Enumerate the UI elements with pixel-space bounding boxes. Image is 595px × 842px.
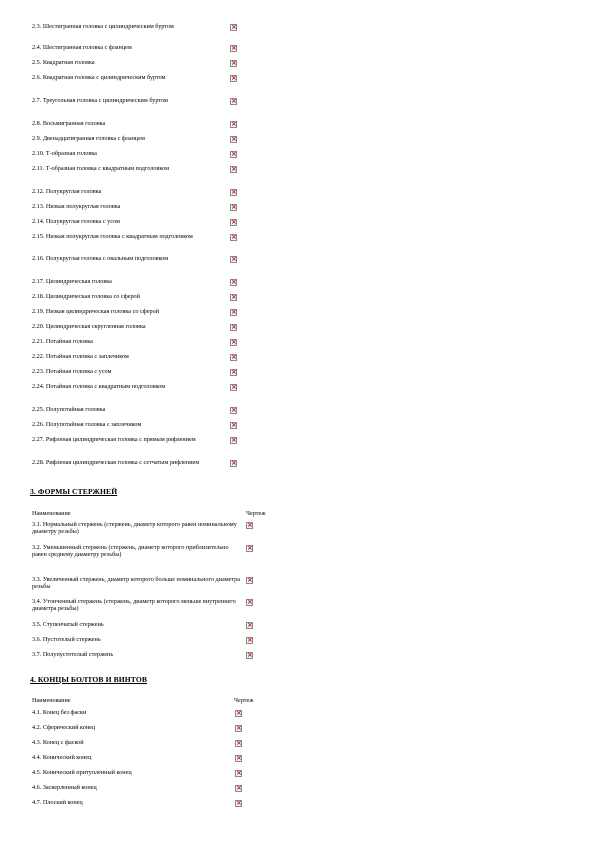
item-label: 2.27. Рифленая цилиндрическая головка с прямым рифлением: [32, 436, 196, 443]
item-label: 4.7. Плоский конец: [32, 799, 83, 806]
item-label: 2.13. Низкая полукруглая головка: [32, 203, 121, 210]
item-label: 3.4. Утонченный стержень (стержень, диаметр которого меньше внутреннего диаметра резьбы): [32, 598, 236, 612]
item-label: 2.26. Полупотайная головка с заплечиком: [32, 421, 142, 428]
item-label: 2.23. Потайная головка с усом: [32, 368, 112, 375]
broken-image-icon: [230, 369, 237, 376]
item-label: 2.7. Треугольная головка с цилиндрическим буртом: [32, 97, 168, 104]
section-4-drawing-column-header: Чертеж: [234, 697, 254, 704]
section-3-heading: 3. ФОРМЫ СТЕРЖНЕЙ: [30, 487, 118, 496]
broken-image-icon: [230, 166, 237, 173]
item-label: 2.22. Потайная головка с заплечиком: [32, 353, 129, 360]
broken-image-icon: [230, 279, 237, 286]
item-label: 4.1. Конец без фаски: [32, 709, 87, 716]
broken-image-icon: [230, 437, 237, 444]
item-label: 3.3. Увеличенный стержень, диаметр которого больше номинального диаметра резьбы: [32, 576, 240, 590]
broken-image-icon: [230, 256, 237, 263]
item-label: 2.10. Т-образная головка: [32, 150, 97, 157]
broken-image-icon: [230, 45, 237, 52]
item-label: 4.2. Сферический конец: [32, 724, 96, 731]
broken-image-icon: [230, 151, 237, 158]
item-label: 2.16. Полукруглая головка с овальным подголовком: [32, 255, 169, 262]
broken-image-icon: [230, 460, 237, 467]
broken-image-icon: [230, 407, 237, 414]
item-label: 2.14. Полукруглая головка с усом: [32, 218, 120, 225]
broken-image-icon: [230, 324, 237, 331]
broken-image-icon: [230, 75, 237, 82]
item-label: 4.3. Конец с фаской: [32, 739, 84, 746]
broken-image-icon: [230, 136, 237, 143]
item-label: 3.2. Уменьшенный стержень (стержень, диаметр которого приблизительно равен среднему диаметру резьбы): [32, 544, 229, 558]
item-label: 3.5. Ступенчатый стержень: [32, 621, 104, 628]
broken-image-icon: [235, 725, 242, 732]
item-label: 2.8. Восьмигранная головка: [32, 120, 106, 127]
item-label: 4.5. Конический притупленный конец: [32, 769, 132, 776]
item-label: 2.12. Полукруглая головка: [32, 188, 102, 195]
item-label: 3.6. Пустотелый стержень: [32, 636, 101, 643]
broken-image-icon: [235, 785, 242, 792]
section-4-heading: 4. КОНЦЫ БОЛТОВ И ВИНТОВ: [30, 675, 147, 684]
broken-image-icon: [230, 121, 237, 128]
item-label: 2.24. Потайная головка с квадратным подголовком: [32, 383, 166, 390]
item-label: 2.5. Квадратная головка: [32, 59, 95, 66]
broken-image-icon: [230, 354, 237, 361]
broken-image-icon: [230, 204, 237, 211]
section-4-name-column-header: Наименование: [32, 697, 71, 704]
item-label: 2.15. Низкая полукруглая головка с квадратным подголовком: [32, 233, 193, 240]
broken-image-icon: [246, 599, 253, 606]
broken-image-icon: [230, 219, 237, 226]
item-label: 2.4. Шестигранная головка с фланцем: [32, 44, 132, 51]
broken-image-icon: [230, 98, 237, 105]
broken-image-icon: [246, 545, 253, 552]
broken-image-icon: [230, 60, 237, 67]
item-label: 2.19. Низкая цилиндрическая головка со сферой: [32, 308, 160, 315]
item-label: 2.18. Цилиндрическая головка со сферой: [32, 293, 140, 300]
item-label: 4.6. Засверленный конец: [32, 784, 97, 791]
broken-image-icon: [230, 24, 237, 31]
broken-image-icon: [230, 339, 237, 346]
broken-image-icon: [246, 622, 253, 629]
broken-image-icon: [246, 652, 253, 659]
broken-image-icon: [230, 309, 237, 316]
broken-image-icon: [230, 294, 237, 301]
item-label: 3.1. Нормальный стержень (стержень, диаметр которого равен номинальному диаметру резьбы): [32, 521, 237, 535]
section-3-drawing-column-header: Чертеж: [246, 510, 266, 517]
broken-image-icon: [246, 577, 253, 584]
broken-image-icon: [230, 384, 237, 391]
broken-image-icon: [235, 710, 242, 717]
broken-image-icon: [230, 234, 237, 241]
item-label: 2.11. Т-образная головка с квадратным подголовком: [32, 165, 170, 172]
item-label: 2.3. Шестигранная головка с цилиндрическим буртом: [32, 23, 174, 30]
broken-image-icon: [246, 637, 253, 644]
broken-image-icon: [235, 800, 242, 807]
item-label: 2.17. Цилиндрическая головка: [32, 278, 112, 285]
item-label: 3.7. Полупустотелый стержень: [32, 651, 114, 658]
item-label: 2.28. Рифленая цилиндрическая головка с сетчатым рифлением: [32, 459, 200, 466]
broken-image-icon: [235, 740, 242, 747]
broken-image-icon: [230, 189, 237, 196]
item-label: 2.9. Двенадцатигранная головка с фланцем: [32, 135, 145, 142]
item-label: 2.21. Потайная головка: [32, 338, 93, 345]
broken-image-icon: [230, 422, 237, 429]
broken-image-icon: [235, 770, 242, 777]
item-label: 4.4. Конический конец: [32, 754, 92, 761]
item-label: 2.25. Полупотайная головка: [32, 406, 106, 413]
section-3-name-column-header: Наименование: [32, 510, 71, 517]
broken-image-icon: [246, 522, 253, 529]
item-label: 2.20. Цилиндрическая скругленная головка: [32, 323, 146, 330]
broken-image-icon: [235, 755, 242, 762]
item-label: 2.6. Квадратная головка с цилиндрическим буртом: [32, 74, 166, 81]
